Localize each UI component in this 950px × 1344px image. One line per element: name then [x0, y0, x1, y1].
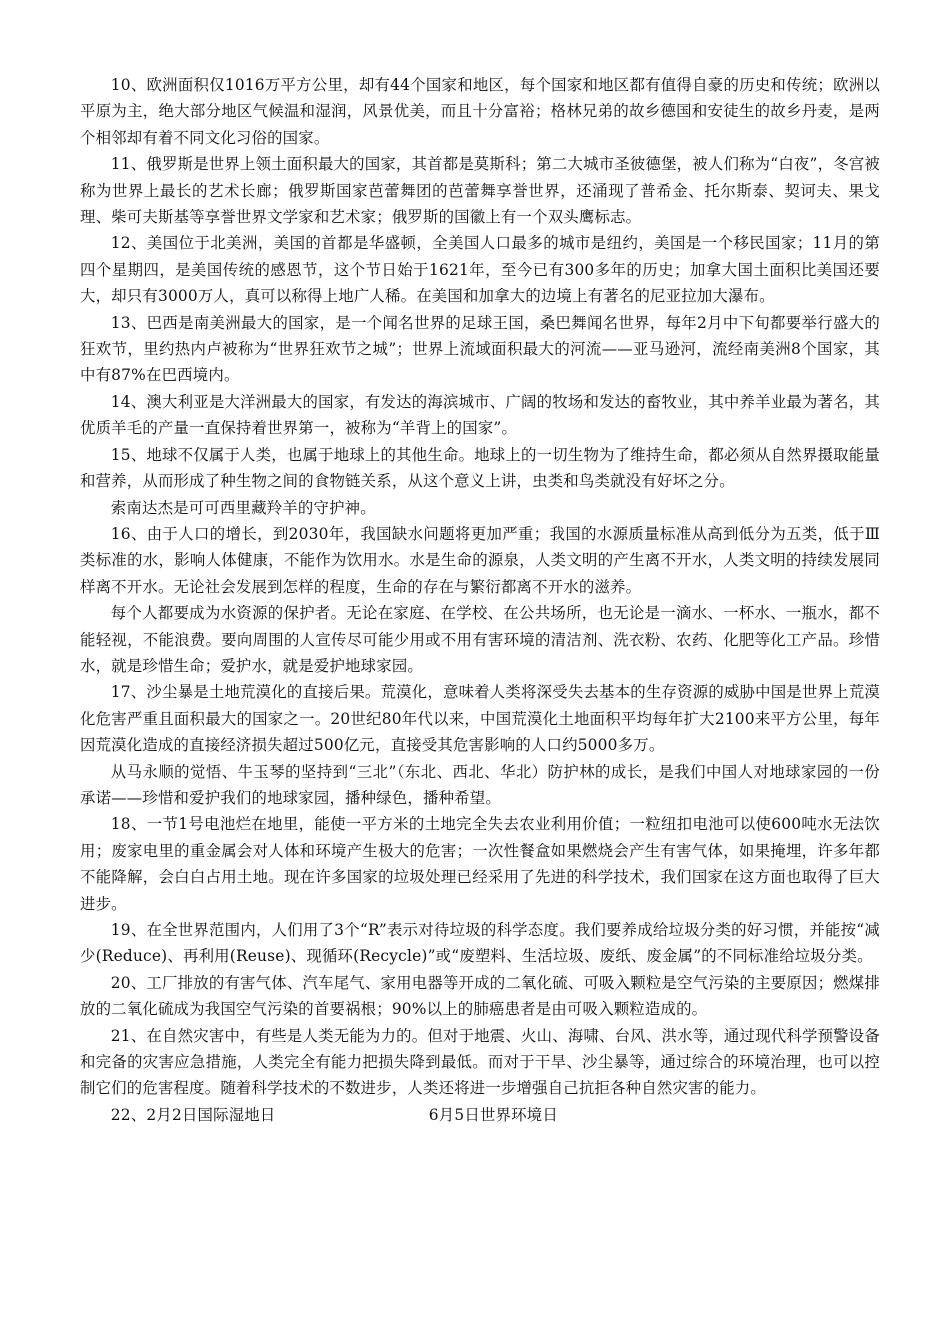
- paragraph-12-usa: 12、美国位于北美洲，美国的首都是华盛顿，全美国人口最多的城市是纽约，美国是一个移民国家；11月的第四个星期四，是美国传统的感恩节，这个节日始于1621年，至今已有300多年的历史；加拿大国土面积比美国还要大，却只有3000万人，真可以称得上地广人稀。在美国和加拿大的边境上有著名的尼亚拉加大瀑布。: [80, 234, 880, 306]
- paragraph-10-europe: 10、欧洲面积仅1016万平方公里，却有44个国家和地区，每个国家和地区都有值得自豪的历史和传统；欧洲以平原为主，绝大部分地区气候温和湿润，风景优美，而且十分富裕；格林兄弟的故乡德国和安徒生的故乡丹麦，是两个相邻却有着不同文化习俗的国家。: [80, 76, 880, 147]
- paragraph-22-days: [80, 1102, 880, 1128]
- paragraph-16-water: 16、由于人口的增长，到2030年，我国缺水问题将更加严重；我国的水源质量标准从高到低分为五类，低于Ⅲ类标准的水，影响人体健康，不能作为饮用水。水是生命的源泉，人类文明的产生离不开水，人类文明的持续发展同样离不开水。无论社会发展到怎样的程度，生命的存在与繁衍都离不开水的滋养。: [80, 524, 880, 596]
- paragraph-21-natural-disasters: 21、在自然灾害中，有些是人类无能为力的。但对于地震、火山、海啸、台风、洪水等，通过现代科学预警设备和完备的灾害应急措施，人类完全有能力把损失降到最低。而对于干旱、沙尘暴等，通过综合的环境治理，也可以控制它们的危害程度。随着科学技术的不数进步，人类还将进一步增强自己抗拒各种自然灾害的能力。: [80, 1026, 880, 1098]
- paragraph-three-north-forest: 从马永顺的觉悟、牛玉琴的坚持到“三北”（东北、西北、华北）防护林的成长，是我们中国人对地球家园的一份承诺——珍惜和爱护我们的地球家园，播种绿色，播种希望。: [80, 762, 880, 807]
- paragraph-13-brazil: 13、巴西是南美洲最大的国家，是一个闻名世界的足球王国，桑巴舞闻名世界，每年2月中下旬都要举行盛大的狂欢节，里约热内卢被称为“世界狂欢节之城”；世界上流域面积最大的河流——亚马逊河，流经南美洲8个国家，其中有87%在巴西境内。: [80, 313, 880, 385]
- wetlands-day-text: 22、2月2日国际湿地日: [110, 1105, 276, 1124]
- paragraph-17-sandstorm: 17、沙尘暴是土地荒漠化的直接后果。荒漠化，意味着人类将深受失去基本的生存资源的威胁中国是世界上荒漠化危害严重且面积最大的国家之一。20世纪80年代以来，中国荒漠化土地面积平均每年扩大2100来平方公里，每年因荒漠化造成的直接经济损失超过500亿元，直接受其危害影响的人口约5000多万。: [80, 683, 880, 755]
- document-page: [80, 72, 880, 1128]
- environment-day-text: 6月5日世界环境日: [428, 1105, 558, 1124]
- paragraph-15-earth-life: 15、地球不仅属于人类，也属于地球上的其他生命。地球上的一切生物为了维持生命，都必须从自然界摄取能量和营养，从而形成了种生物之间的食物链关系，从这个意义上讲，虫类和鸟类就没有好坏之分。: [80, 445, 880, 491]
- paragraph-14-australia: 14、澳大利亚是大洋洲最大的国家，有发达的海滨城市、广阔的牧场和发达的畜牧业，其中养羊业最为著名，其优质羊毛的产量一直保持着世界第一，被称为“羊背上的国家”。: [80, 392, 880, 438]
- paragraph-19-three-r: 19、在全世界范围内，人们用了3个“R”表示对待垃圾的科学态度。我们要养成给垃圾分类的好习惯，并能按“减少(Reduce)、再利用(Reuse)、现循环(Recycle)”或“废塑料、生活垃圾、废纸、废金属”的不同标准给垃圾分类。: [80, 921, 880, 966]
- paragraph-18-battery: 18、一节1号电池烂在地里，能使一平方米的土地完全失去农业利用价值；一粒纽扣电池可以使600吨水无法饮用；废家电里的重金属会对人体和环境产生极大的危害；一次性餐盒如果燃烧会产生有害气体，如果掩埋，许多年都不能降解，会白白占用土地。现在许多国家的垃圾处理已经采用了先进的科学技术，我们国家在这方面也取得了巨大进步。: [80, 815, 880, 913]
- paragraph-soyan-dajie: 索南达杰是可可西里藏羚羊的守护神。: [110, 498, 376, 517]
- paragraph-20-air-pollution: 20、工厂排放的有害气体、汽车尾气、家用电器等开成的二氧化硫、可吸入颗粒是空气污染的主要原因；燃煤排放的二氧化硫成为我国空气污染的首要祸根；90%以上的肺癌患者是由可吸入颗粒造成的。: [80, 973, 880, 1019]
- paragraph-water-protection: 每个人都要成为水资源的保护者。无论在家庭、在学校、在公共场所，也无论是一滴水、一杯水、一瓶水，都不能轻视，不能浪费。要向周围的人宣传尽可能少用或不用有害环境的清洁剂、洗衣粉、农药、化肥等化工产品。珍惜水，就是珍惜生命；爱护水，就是爱护地球家园。: [80, 604, 880, 675]
- paragraph-11-russia: 11、俄罗斯是世界上领土面积最大的国家，其首都是莫斯科；第二大城市圣彼德堡，被人们称为“白夜”，冬宫被称为世界上最长的艺术长廊；俄罗斯国家芭蕾舞团的芭蕾舞享誉世界，还涌现了普希金、托尔斯泰、契诃夫、果戈理、柴可夫斯基等享誉世界文学家和艺术家；俄罗斯的国徽上有一个双头鹰标志。: [80, 155, 880, 227]
